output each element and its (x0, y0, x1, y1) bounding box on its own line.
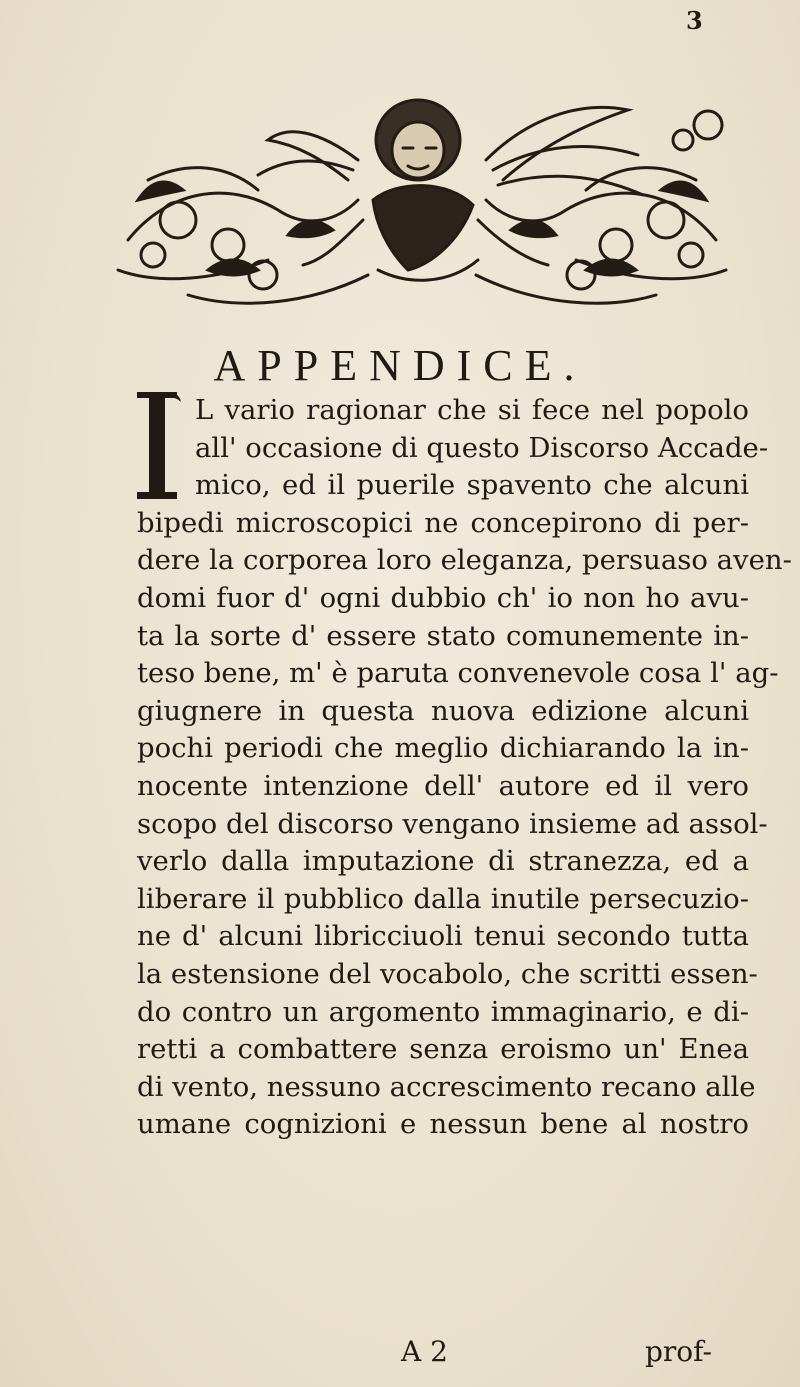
cherub-vignette-ornament (108, 70, 736, 320)
catchword: prof- (645, 1335, 712, 1368)
text-line: bipedi microscopici ne concepirono di per- (137, 506, 749, 539)
text-line: retti a combattere senza eroismo un' Enea (137, 1033, 749, 1066)
signature-mark: A 2 (401, 1335, 448, 1368)
text-line: teso bene, m' è paruta convenevole cosa l' ag- (137, 657, 779, 690)
text-line: domi fuor d' ogni dubbio ch' io non ho avu- (137, 581, 749, 614)
page-number: 3 (686, 6, 703, 35)
text-line: verlo dalla imputazione di stranezza, ed a (137, 845, 749, 878)
text-line: pochi periodi che meglio dichiarando la in- (137, 732, 749, 765)
text-line: L vario ragionar che si fece nel popolo (195, 394, 749, 426)
text-line: all' occasione di questo Discorso Accade- (195, 431, 769, 464)
text-line: la estensione del vocabolo, che scritti essen- (137, 957, 758, 990)
section-heading: APPENDICE. (213, 341, 587, 390)
page-footer (0, 1335, 800, 1375)
text-line: di vento, nessuno accrescimento recano alle (137, 1070, 756, 1103)
text-line: liberare il pubblico dalla inutile persecuzio- (137, 882, 749, 915)
text-line: do contro un argomento immaginario, e di- (137, 995, 749, 1028)
text-line: giugnere in questa nuova edizione alcuni (137, 694, 749, 727)
text-line: scopo del discorso vengano insieme ad assol- (137, 807, 768, 840)
text-line: ta la sorte d' essere stato comunemente in- (137, 619, 749, 652)
text-line: ne d' alcuni libricciuoli tenui secondo tutta (137, 920, 749, 953)
text-line: dere la corporea loro eleganza, persuaso aven- (137, 544, 792, 577)
text-line: mico, ed il puerile spavento che alcuni (195, 469, 749, 502)
text-line: umane cognizioni e nessun bene al nostro (137, 1108, 749, 1141)
text-line: nocente intenzione dell' autore ed il vero (137, 769, 749, 802)
body-text (137, 392, 792, 1144)
